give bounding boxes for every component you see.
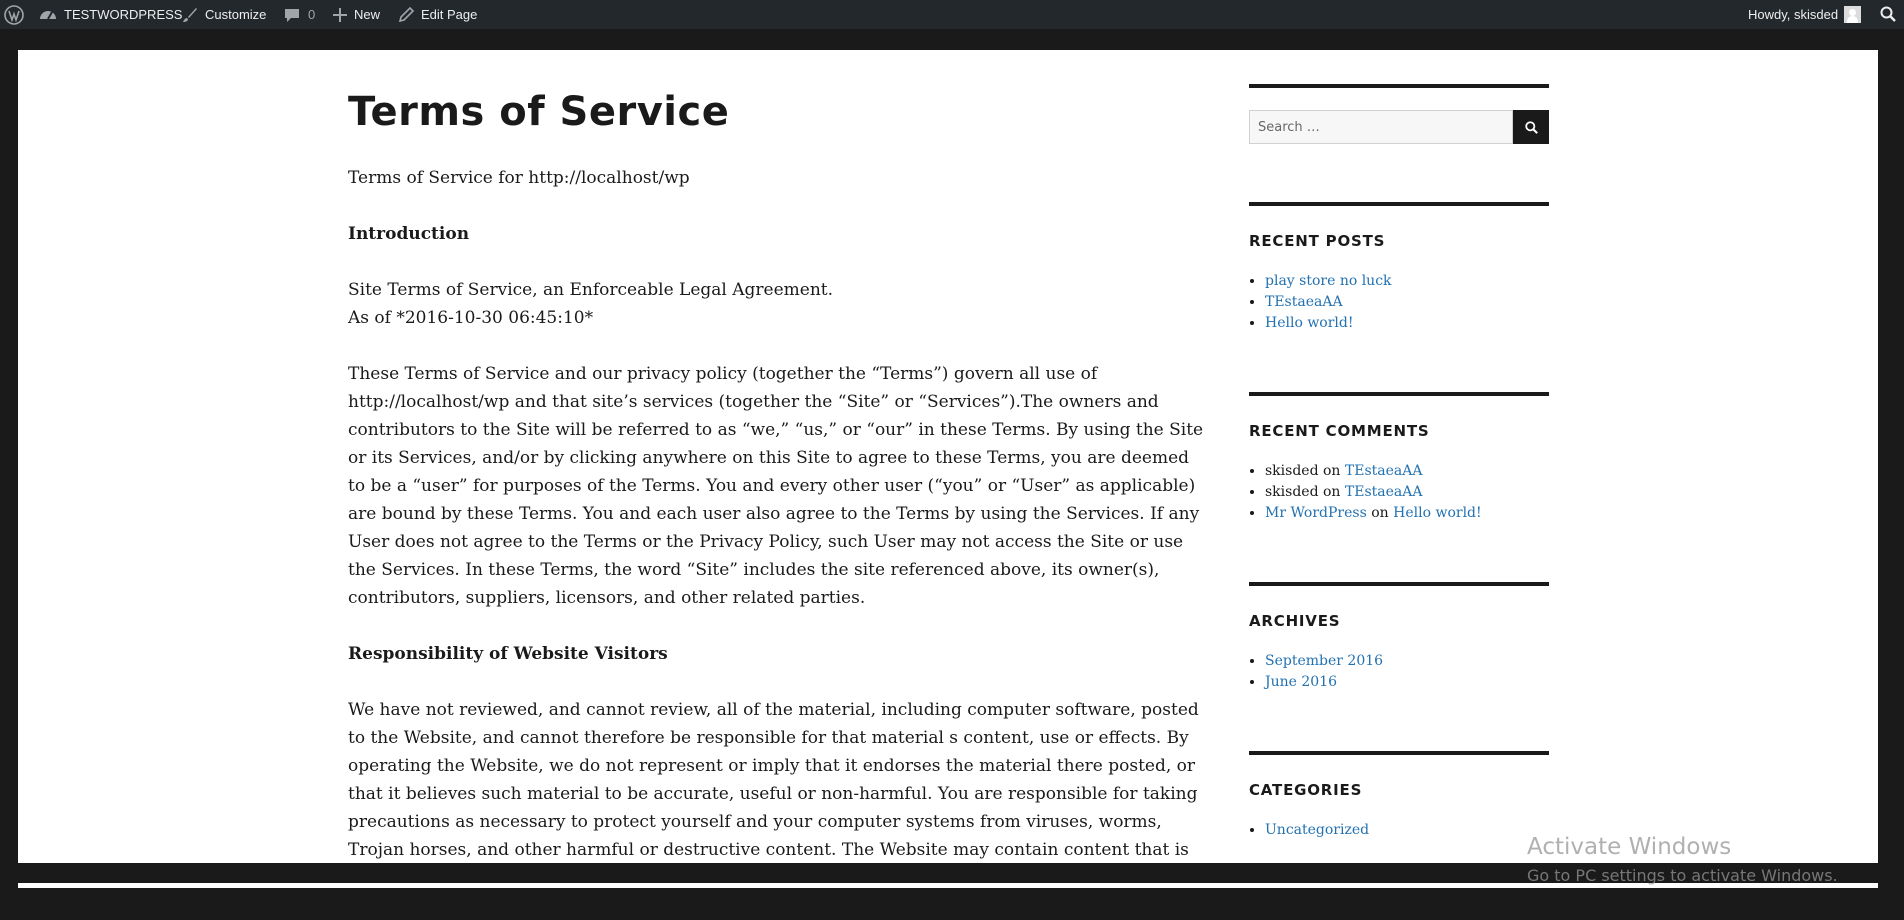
recent-post-link[interactable]: TEstaeaAA xyxy=(1265,294,1343,310)
plus-icon xyxy=(333,8,347,22)
comment-post-link[interactable]: Hello world! xyxy=(1393,505,1482,521)
my-account-menu[interactable] xyxy=(1748,0,1861,29)
search-submit-button[interactable] xyxy=(1513,110,1549,144)
list-item xyxy=(1265,271,1549,292)
archive-link[interactable]: June 2016 xyxy=(1265,674,1338,690)
dashboard-icon xyxy=(39,6,57,24)
watermark-subtitle: Go to PC settings to activate Windows. xyxy=(1527,866,1838,885)
list-item xyxy=(1265,461,1549,482)
list-item xyxy=(1265,503,1549,524)
avatar xyxy=(1844,6,1861,23)
archive-link[interactable]: September 2016 xyxy=(1265,653,1384,669)
site-name-label: TESTWORDPRESS xyxy=(64,7,183,22)
recent-posts-widget xyxy=(1249,202,1549,334)
wordpress-logo-icon[interactable] xyxy=(4,0,24,29)
recent-post-link[interactable]: Hello world! xyxy=(1265,315,1354,331)
search-placeholder: Search … xyxy=(1258,119,1320,135)
comments-count: 0 xyxy=(308,7,316,22)
new-label: New xyxy=(354,7,381,22)
comment-author-link[interactable]: Mr WordPress xyxy=(1265,505,1367,521)
main-content xyxy=(348,88,1208,920)
recent-posts-title: RECENT POSTS xyxy=(1249,232,1386,250)
list-item xyxy=(1265,292,1549,313)
list-item xyxy=(1265,672,1549,693)
scrollbar[interactable] xyxy=(1891,50,1896,863)
search-input[interactable] xyxy=(1249,110,1513,144)
categories-widget xyxy=(1249,751,1549,841)
as-of-line: As of *2016-10-30 06:45:10* xyxy=(348,308,594,328)
comment-author: skisded xyxy=(1265,484,1319,500)
recent-comments-widget xyxy=(1249,392,1549,524)
search-icon xyxy=(1880,6,1896,22)
comment-bubble-icon xyxy=(284,7,300,23)
page-title: Terms of Service xyxy=(348,89,730,135)
agreement-line: Site Terms of Service, an Enforceable Legal Agreement. xyxy=(348,280,834,300)
category-link[interactable]: Uncategorized xyxy=(1265,822,1370,838)
paragraph-responsibility-body: We have not reviewed, and cannot review, all of the material, including computer software, posted to the Website, and cannot therefore be responsible for that material s content, use or effects. By operating the Website, we do not represent or imply that it endorses the material there posted, or that it believes such material to be accurate, useful or non-harmful. You are responsible for taking precautions as necessary to protect yourself and your computer systems from viruses, worms, Trojan horses, and other harmful or destructive content. The Website may contain content that is xyxy=(348,700,1199,860)
paragraph-agreement xyxy=(348,276,1208,332)
comment-on: on xyxy=(1323,463,1341,479)
customize-link[interactable] xyxy=(182,0,266,29)
site-name-menu[interactable] xyxy=(39,0,182,29)
comments-link[interactable] xyxy=(284,0,315,29)
search-widget xyxy=(1249,84,1549,146)
paragraph-terms-body: These Terms of Service and our privacy policy (together the “Terms”) govern all use of http://localhost/wp and that site’s services (together the “Site” or “Services”).The owners and contributors to the Site will be referred to as “we,” “us,” or “our” in these Terms. By using the Site or its Services, and/or by clicking anywhere on this Site to agree to these Terms, you are deemed to be a “user” for purposes of the Terms. You and every other user (“you” or “User” as applicable) are bound by these Terms. You and each user also agree to the Terms by using the Services. If any User does not agree to the Terms or the Privacy Policy, such User may not access the Site or use the Services. In these Terms, the word “Site” includes the site referenced above, its owner(s), contributors, suppliers, licensors, and other related parties. xyxy=(348,364,1204,608)
edit-page-link[interactable] xyxy=(399,0,477,29)
archives-widget xyxy=(1249,582,1549,693)
search-icon xyxy=(1525,121,1538,134)
paragraph-terms-for: Terms of Service for http://localhost/wp xyxy=(348,168,690,188)
pencil-icon xyxy=(399,7,414,22)
comment-on: on xyxy=(1323,484,1341,500)
comment-author: skisded xyxy=(1265,463,1319,479)
categories-title: CATEGORIES xyxy=(1249,781,1363,799)
watermark-title: Activate Windows xyxy=(1527,834,1732,860)
admin-bar xyxy=(0,0,1904,29)
activate-windows-watermark xyxy=(1527,834,1838,885)
list-item xyxy=(1265,313,1549,334)
edit-page-label: Edit Page xyxy=(421,7,478,22)
heading-introduction: Introduction xyxy=(348,224,470,244)
new-content-menu[interactable] xyxy=(333,0,380,29)
paintbrush-icon xyxy=(182,7,198,23)
heading-responsibility: Responsibility of Website Visitors xyxy=(348,644,668,664)
sidebar xyxy=(1249,84,1549,841)
list-item xyxy=(1265,820,1549,841)
comment-on: on xyxy=(1371,505,1389,521)
site-frame xyxy=(18,50,1878,863)
recent-post-link[interactable]: play store no luck xyxy=(1265,273,1392,289)
customize-label: Customize xyxy=(205,7,267,22)
archives-title: ARCHIVES xyxy=(1249,612,1341,630)
list-item xyxy=(1265,482,1549,503)
entry-content xyxy=(348,164,1208,892)
recent-comments-title: RECENT COMMENTS xyxy=(1249,422,1430,440)
howdy-label: Howdy, skisded xyxy=(1748,7,1839,22)
admin-search-button[interactable] xyxy=(1880,6,1896,25)
list-item xyxy=(1265,651,1549,672)
comment-post-link[interactable]: TEstaeaAA xyxy=(1344,463,1423,479)
comment-post-link[interactable]: TEstaeaAA xyxy=(1344,484,1423,500)
